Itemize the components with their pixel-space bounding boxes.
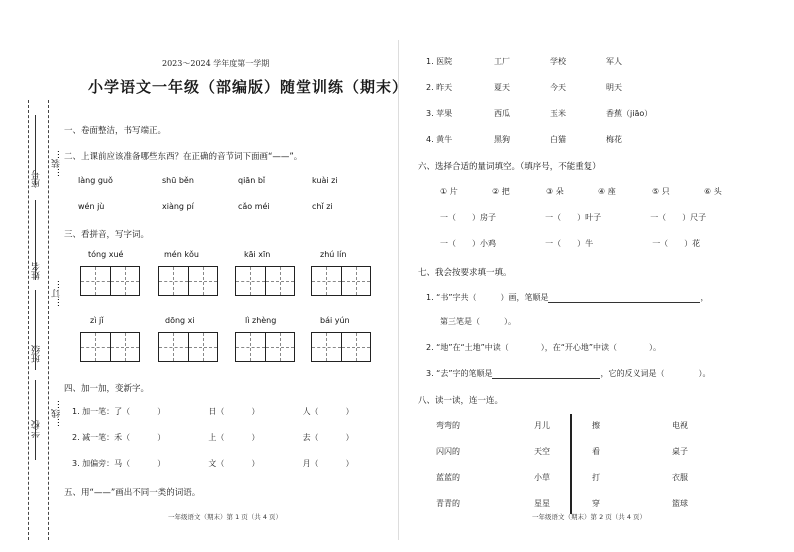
match-item[interactable]: 穿 (592, 499, 600, 508)
writing-grid[interactable] (235, 332, 295, 362)
page-divider (398, 40, 399, 540)
measure-word-option: ③ 朵 (546, 187, 564, 196)
pinyin-prompt: bái yún (320, 316, 350, 325)
q7-text: 第三笔是（ (440, 317, 480, 326)
match-item[interactable]: 蓝蓝的 (436, 473, 460, 482)
q6-prefix: 一（ (650, 213, 667, 222)
measure-word-option: ⑤ 只 (652, 187, 670, 196)
pinyin-prompt: zì jǐ (90, 316, 104, 325)
q4-prompt: 3. 加偏旁：马（ (72, 459, 131, 468)
writing-grid[interactable] (158, 332, 218, 362)
page-title: 小学语文一年级（部编版）随堂训练（期末） (88, 78, 409, 96)
measure-word-option: ① 片 (440, 187, 458, 196)
pinyin-prompt: tóng xué (88, 250, 124, 259)
writing-grid[interactable] (80, 332, 140, 362)
year-term: 2023～2024 学年度第一学期 (162, 59, 270, 68)
q6-prefix: 一（ (440, 239, 456, 248)
q4-prompt: 文（ (208, 459, 225, 468)
q5-word[interactable]: 4. 黄牛 (426, 135, 453, 144)
pinyin-option[interactable]: chǐ zi (312, 202, 333, 211)
q7-text: ）。 (698, 369, 711, 378)
q7-text: ， (700, 293, 709, 302)
q4-close: ） (157, 459, 166, 468)
pinyin-option[interactable]: kuài zi (312, 176, 338, 185)
seat-label: 座号 (32, 170, 42, 188)
q4-close: ） (345, 459, 354, 468)
q5-word[interactable]: 3. 苹果 (426, 109, 453, 118)
pinyin-option[interactable]: xiàng pí (162, 202, 194, 211)
match-item[interactable]: 电视 (672, 421, 688, 430)
pinyin-option[interactable]: làng guǒ (78, 176, 113, 185)
name-label: 姓名 (32, 262, 42, 280)
match-item[interactable]: 小草 (534, 473, 550, 482)
binding-line-inner (48, 100, 49, 540)
school-label: 学校 (32, 420, 42, 438)
school-field[interactable] (35, 380, 36, 460)
match-item[interactable]: 篮球 (672, 499, 688, 508)
match-item[interactable]: 青青的 (436, 499, 460, 508)
match-item[interactable]: 弯弯的 (436, 421, 460, 430)
match-item[interactable]: 天空 (534, 447, 550, 456)
bind-mark-3: …线… (52, 400, 62, 427)
match-item[interactable]: 星星 (534, 499, 550, 508)
q4-prompt: 上（ (208, 433, 225, 442)
writing-grid[interactable] (235, 266, 295, 296)
pinyin-option[interactable]: shū běn (162, 176, 194, 185)
q5-word[interactable]: 香蕉（jiāo） (606, 109, 653, 118)
q7-text: 3. “去”字的笔顺是 (426, 369, 493, 378)
q4-prompt: 去（ (302, 433, 319, 442)
q4-row-3 (72, 458, 372, 469)
q6-noun: ）叶子 (577, 213, 602, 222)
class-field[interactable] (35, 290, 36, 370)
q6-noun: ）小鸡 (472, 239, 496, 248)
q4-close: ） (251, 433, 260, 442)
q4-prompt: 2. 减一笔：禾（ (72, 433, 131, 442)
name-field[interactable] (35, 200, 36, 280)
q7-item-2: 2. “地”在“土地”中读（ ），在“开心地”中读（ ）。 (426, 343, 662, 352)
pinyin-option[interactable]: qiān bǐ (238, 176, 266, 185)
q4-close: ） (345, 433, 354, 442)
pinyin-prompt: kāi xīn (244, 250, 271, 259)
match-item[interactable]: 月儿 (534, 421, 550, 430)
q7-item-1-line2 (440, 316, 516, 327)
q5-word[interactable]: 2. 昨天 (426, 83, 453, 92)
q5-word[interactable]: 学校 (550, 57, 566, 66)
q7-text: ）画，笔顺是 (500, 293, 549, 302)
q4-prompt: 1. 加一笔：了（ (72, 407, 131, 416)
writing-grid[interactable] (80, 266, 140, 296)
pinyin-prompt: mén kǒu (164, 250, 199, 259)
pinyin-prompt: zhú lín (320, 250, 347, 259)
q6-row-1 (440, 212, 760, 223)
class-label: 班级 (32, 345, 42, 363)
q6-noun: ）房子 (472, 213, 496, 222)
binding-line-outer (28, 100, 29, 540)
q6-prefix: 一（ (652, 239, 669, 248)
q7-text: ）。 (504, 317, 516, 326)
question-8: 八、读一读，连一连。 (418, 396, 504, 406)
q7-text: 1. “书”字共（ (426, 293, 477, 302)
q6-noun: ）牛 (577, 239, 594, 248)
q4-close: ） (251, 407, 260, 416)
question-5: 五、用“——”画出不同一类的词语。 (64, 488, 201, 498)
q4-prompt: 日（ (208, 407, 225, 416)
question-7: 七、我会按要求填一填。 (418, 268, 512, 278)
writing-grid[interactable] (311, 266, 371, 296)
match-item[interactable]: 闪闪的 (436, 447, 460, 456)
question-4: 四、加一加，变新字。 (64, 384, 150, 394)
q5-word[interactable]: 1. 医院 (426, 57, 453, 66)
q5-word[interactable]: 今天 (550, 83, 566, 92)
q4-close: ） (251, 459, 260, 468)
question-6: 六、选择合适的量词填空。（填序号，不能重复） (418, 162, 601, 172)
q7-text: ，它的反义词是（ (600, 369, 665, 378)
q6-noun: ）花 (684, 239, 701, 248)
match-divider (570, 414, 572, 514)
match-item[interactable]: 桌子 (672, 447, 688, 456)
bind-mark-1: …装… (52, 150, 62, 177)
question-2: 二、上课前应该准备哪些东西？在正确的音节词下面画“——”。 (64, 152, 303, 162)
q5-word[interactable]: 玉米 (550, 109, 566, 118)
bind-mark-2: …订… (52, 280, 62, 307)
q4-row-2 (72, 432, 372, 443)
q6-row-2 (440, 238, 760, 249)
question-3: 三、看拼音，写字词。 (64, 230, 150, 240)
q5-word[interactable]: 工厂 (494, 57, 510, 66)
match-item[interactable]: 擦 (592, 421, 600, 430)
q6-prefix: 一（ (440, 213, 456, 222)
match-item[interactable]: 衣服 (672, 473, 688, 482)
q5-word[interactable]: 黑狗 (494, 135, 510, 144)
pinyin-prompt: lì zhèng (245, 316, 277, 325)
q4-prompt: 月（ (302, 459, 319, 468)
q5-word[interactable]: 白猫 (550, 135, 566, 144)
q4-close: ） (157, 407, 166, 416)
q4-row-1 (72, 406, 372, 417)
pinyin-prompt: dōng xi (165, 316, 195, 325)
q5-word[interactable]: 军人 (606, 57, 622, 66)
q6-prefix: 一（ (545, 239, 562, 248)
q6-prefix: 一（ (545, 213, 562, 222)
stroke-order-blank[interactable] (492, 370, 600, 379)
q5-word[interactable]: 明天 (606, 83, 622, 92)
q4-prompt: 人（ (302, 407, 319, 416)
page-footer-left: 一年级语文（期末）第 1 页（共 4 页） (168, 513, 283, 521)
writing-grid[interactable] (311, 332, 371, 362)
seat-field[interactable] (35, 115, 36, 185)
question-1: 一、卷面整洁，书写端正。 (64, 126, 167, 136)
stroke-order-blank[interactable] (548, 294, 700, 303)
q6-noun: ）尺子 (682, 213, 707, 222)
pinyin-option[interactable]: cǎo méi (238, 202, 270, 211)
page-footer-right: 一年级语文（期末）第 2 页（共 4 页） (532, 513, 647, 521)
measure-word-option: ⑥ 头 (704, 187, 722, 196)
match-item[interactable]: 打 (592, 473, 600, 482)
match-item[interactable]: 看 (592, 447, 600, 456)
q4-close: ） (157, 433, 166, 442)
q5-word[interactable]: 夏天 (494, 83, 510, 92)
measure-word-option: ② 把 (492, 187, 510, 196)
q5-word[interactable]: 西瓜 (494, 109, 510, 118)
q4-close: ） (345, 407, 354, 416)
q5-word[interactable]: 梅花 (606, 135, 622, 144)
writing-grid[interactable] (158, 266, 218, 296)
measure-word-option: ④ 座 (598, 187, 616, 196)
q7-item-1 (426, 292, 708, 303)
pinyin-option[interactable]: wén jù (78, 202, 105, 211)
q7-item-3 (426, 368, 710, 379)
